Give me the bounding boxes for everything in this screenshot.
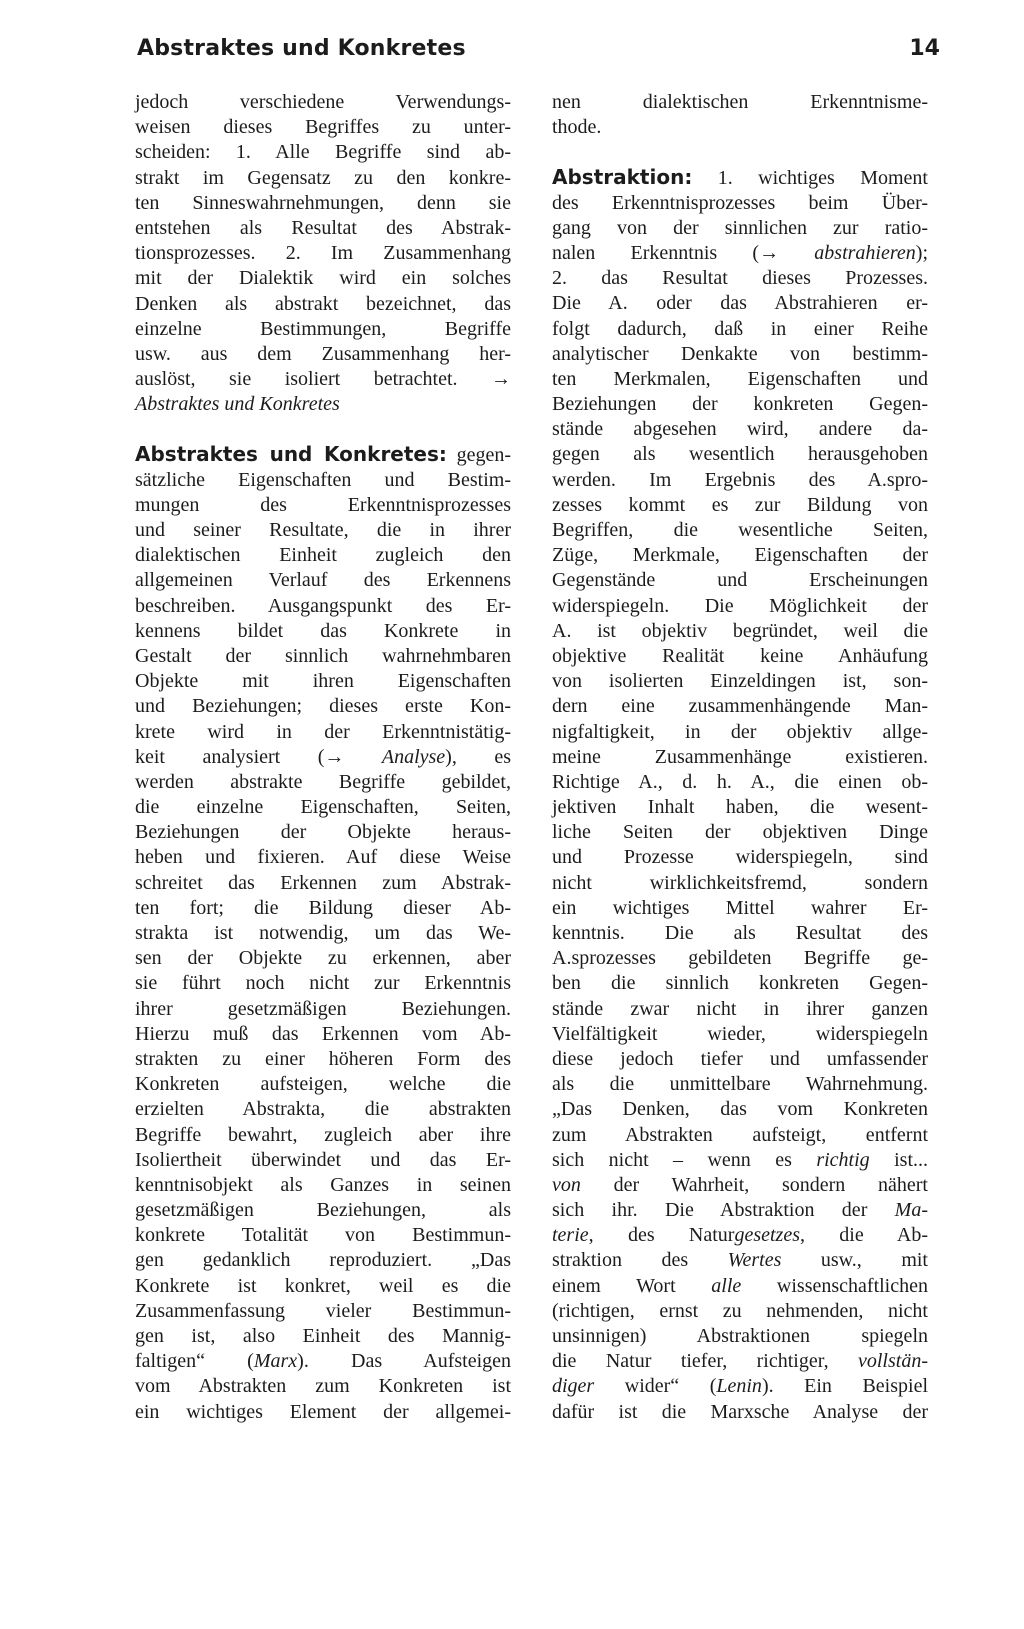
- text-line: Die A. oder das Abstrahieren er-: [552, 292, 928, 315]
- text-line: gesetzmäßigen Beziehungen, als: [135, 1199, 511, 1222]
- text-line: Hierzu muß das Erkennen vom Ab-: [135, 1022, 511, 1045]
- text-line: analytischer Denkakte von bestimm-: [552, 342, 928, 365]
- text-line: gang von der sinnlichen zur ratio-: [552, 216, 928, 239]
- text-line: die Natur tiefer, richtiger, vollstän-: [552, 1350, 928, 1373]
- text-line: nalen Erkenntnis (→ abstrahieren);: [552, 241, 928, 264]
- entry-body-text: [135, 468, 511, 1425]
- text-line: A. ist objektiv begründet, weil die: [552, 619, 928, 642]
- text-line: diger wider“ (Lenin). Ein Beispiel: [552, 1375, 928, 1398]
- text-line: heben und fixieren. Auf diese Weise: [135, 846, 511, 869]
- text-line: sätzliche Eigenschaften und Bestim-: [135, 468, 511, 491]
- text-line: tionsprozesses. 2. Im Zusammenhang: [135, 242, 511, 265]
- text-line: gegen als wesentlich herausgehoben: [552, 443, 928, 466]
- text-line: kennens bildet das Konkrete in: [135, 619, 511, 642]
- text-line: Zusammenfassung vieler Bestimmun-: [135, 1299, 511, 1322]
- text-line: Beziehungen der Objekte heraus-: [135, 821, 511, 844]
- text-line: sie führt noch nicht zur Erkenntnis: [135, 972, 511, 995]
- text-line: nen dialektischen Erkenntnisme-: [552, 91, 928, 113]
- entry-headline-abstraktes-und-konkretes: [135, 442, 511, 467]
- text-line: dern eine zusammenhängende Man-: [552, 695, 928, 718]
- text-line: und Prozesse widerspiegeln, sind: [552, 846, 928, 869]
- text-line: von der Wahrheit, sondern nähert: [552, 1173, 928, 1196]
- text-line: Beziehungen der konkreten Gegen-: [552, 393, 928, 416]
- text-line: die einzelne Eigenschaften, Seiten,: [135, 796, 511, 819]
- text-line: kenntnis. Die als Resultat des: [552, 922, 928, 944]
- text-line: Objekte mit ihren Eigenschaften: [135, 670, 511, 693]
- text-line: und Beziehungen; dieses erste Kon-: [135, 695, 511, 718]
- right-column: [552, 90, 928, 1425]
- text-line: widerspiegeln. Die Möglichkeit der: [552, 594, 928, 617]
- text-line: terie, des Naturgesetzes, die Ab-: [552, 1224, 928, 1247]
- entry-term: Abstraktion:: [552, 165, 693, 190]
- text-line: ten Merkmalen, Eigenschaften und: [552, 367, 928, 390]
- text-line: Gegenstände und Erscheinungen: [552, 569, 928, 592]
- page-number: 14: [909, 36, 940, 61]
- text-line: Konkreten aufsteigen, welche die: [135, 1073, 511, 1096]
- text-line: usw. aus dem Zusammenhang her-: [135, 342, 511, 365]
- text-line: sich nicht – wenn es richtig ist...: [552, 1148, 928, 1171]
- text-line: schreitet das Erkennen zum Abstrak-: [135, 871, 511, 894]
- text-line: dafür ist die Marxsche Analyse der: [552, 1400, 928, 1423]
- text-line: ein wichtiges Element der allgemei-: [135, 1400, 511, 1423]
- text-line: ihrer gesetzmäßigen Beziehungen.: [135, 997, 511, 1020]
- text-line: unsinnigen) Abstraktionen spiegeln: [552, 1325, 928, 1347]
- text-line: entstehen als Resultat des Abstrak-: [135, 216, 511, 239]
- text-line: Konkrete ist konkret, weil es die: [135, 1274, 511, 1297]
- text-line: Züge, Merkmale, Eigenschaften der: [552, 544, 928, 567]
- text-line: 2. das Resultat dieses Prozesses.: [552, 267, 928, 290]
- text-line: thode.: [552, 116, 602, 139]
- paragraph-gap: [552, 140, 928, 165]
- entry-first-line-text: 1. wichtiges Moment: [692, 167, 928, 190]
- text-line: und seiner Resultate, die in ihrer: [135, 519, 511, 541]
- text-line: objektive Realität keine Anhäufung: [552, 644, 928, 667]
- text-line: Begriffe bewahrt, zugleich aber ihre: [135, 1123, 511, 1146]
- text-line: konkrete Totalität von Bestimmun-: [135, 1224, 511, 1247]
- text-line: gen ist, also Einheit des Mannig-: [135, 1325, 511, 1347]
- text-line: dialektischen Einheit zugleich den: [135, 544, 511, 567]
- text-line: stände abgesehen wird, andere da-: [552, 418, 928, 441]
- text-line: Abstraktes und Konkretes: [135, 393, 340, 416]
- text-line: ben die sinnlich konkreten Gegen-: [552, 972, 928, 995]
- text-line: beschreiben. Ausgangspunkt des Er-: [135, 594, 511, 617]
- text-line: „Das Denken, das vom Konkreten: [552, 1098, 928, 1121]
- text-line: von isolierten Einzeldingen ist, son-: [552, 670, 928, 693]
- text-line: (richtigen, ernst zu nehmenden, nicht: [552, 1299, 928, 1322]
- text-line: liche Seiten der objektiven Dinge: [552, 821, 928, 844]
- text-line: mit der Dialektik wird ein solches: [135, 267, 511, 290]
- text-line: zum Abstrakten aufsteigt, entfernt: [552, 1123, 928, 1146]
- text-line: erzielten Abstrakta, die abstrakten: [135, 1098, 511, 1121]
- text-line: straktion des Wertes usw., mit: [552, 1249, 928, 1272]
- text-line: Denken als abstrakt bezeichnet, das: [135, 292, 511, 315]
- text-line: meine Zusammenhänge existieren.: [552, 745, 928, 768]
- entry-headline-abstraktion: [552, 165, 928, 190]
- text-line: A.sprozesses gebildeten Begriffe ge-: [552, 947, 928, 970]
- text-line: stände zwar nicht in ihrer ganzen: [552, 997, 928, 1020]
- text-line: scheiden: 1. Alle Begriffe sind ab-: [135, 141, 511, 164]
- text-line: nigfaltigkeit, in der objektiv allge-: [552, 720, 928, 743]
- text-line: sen der Objekte zu erkennen, aber: [135, 947, 511, 970]
- text-line: Begriffen, die wesentliche Seiten,: [552, 519, 928, 541]
- entry-body-text: [552, 191, 928, 1425]
- text-line: strakt im Gegensatz zu den konkre-: [135, 166, 511, 189]
- text-line: mungen des Erkenntnisprozesses: [135, 493, 511, 516]
- text-line: Isoliertheit überwindet und das Er-: [135, 1148, 511, 1171]
- text-line: Vielfältigkeit wieder, widerspiegeln: [552, 1022, 928, 1045]
- text-line: als die unmittelbare Wahrnehmung.: [552, 1073, 928, 1096]
- text-line: allgemeinen Verlauf des Erkennens: [135, 569, 511, 592]
- left-column: [135, 90, 511, 1425]
- text-line: werden abstrakte Begriffe gebildet,: [135, 770, 511, 793]
- text-line: folgt dadurch, daß in einer Reihe: [552, 317, 928, 340]
- entry-term: Abstraktes und Konkretes:: [135, 442, 447, 467]
- text-line: auslöst, sie isoliert betrachtet. →: [135, 368, 511, 391]
- text-line: keit analysiert (→ Analyse), es: [135, 745, 511, 768]
- text-line: nicht wirklichkeitsfremd, sondern: [552, 871, 928, 894]
- text-line: einzelne Bestimmungen, Begriffe: [135, 317, 511, 340]
- text-line: zesses kommt es zur Bildung von: [552, 493, 928, 516]
- text-line: kenntnisobjekt als Ganzes in seinen: [135, 1173, 511, 1196]
- text-line: ein wichtiges Mittel wahrer Er-: [552, 896, 928, 919]
- text-line: gen gedanklich reproduziert. „Das: [135, 1249, 511, 1272]
- text-line: ten Sinneswahrnehmungen, denn sie: [135, 191, 511, 214]
- text-line: jektiven Inhalt haben, die wesent-: [552, 796, 928, 819]
- text-line: einem Wort alle wissenschaftlichen: [552, 1274, 928, 1297]
- text-line: jedoch verschiedene Verwendungs-: [135, 91, 511, 113]
- text-line: strakta ist notwendig, um das We-: [135, 922, 511, 944]
- text-line: diese jedoch tiefer und umfassender: [552, 1047, 928, 1070]
- text-line: ten fort; die Bildung dieser Ab-: [135, 896, 511, 919]
- text-line: faltigen“ (Marx). Das Aufsteigen: [135, 1350, 512, 1373]
- text-line: des Erkenntnisprozesses beim Über-: [552, 191, 928, 214]
- text-line: krete wird in der Erkenntnistätig-: [135, 720, 511, 743]
- text-line: Richtige A., d. h. A., die einen ob-: [552, 770, 928, 793]
- text-line: vom Abstrakten zum Konkreten ist: [135, 1375, 511, 1398]
- text-line: weisen dieses Begriffes zu unter-: [135, 116, 511, 139]
- running-header: Abstraktes und Konkretes: [137, 36, 466, 61]
- text-line: Gestalt der sinnlich wahrnehmbaren: [135, 644, 511, 667]
- paragraph-gap: [135, 417, 511, 442]
- entry-first-line-text: gegen-: [446, 444, 511, 467]
- text-line: strakten zu einer höheren Form des: [135, 1047, 511, 1070]
- text-line: sich ihr. Die Abstraktion der Ma-: [552, 1199, 928, 1222]
- entry-continuation-text: [552, 90, 928, 140]
- text-line: werden. Im Ergebnis des A.spro-: [552, 468, 928, 491]
- entry-continuation-text: [135, 90, 511, 417]
